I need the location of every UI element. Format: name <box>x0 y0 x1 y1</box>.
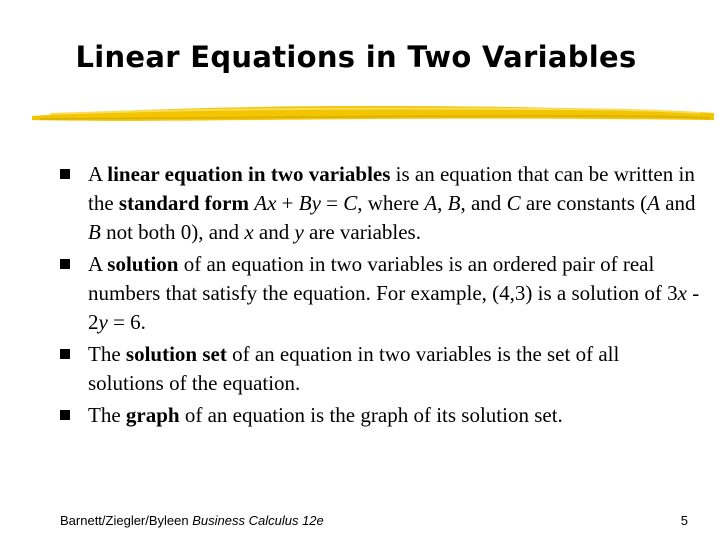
math-variable: B <box>298 191 312 215</box>
bullet-text: A <box>88 162 108 186</box>
bullet-text: of an equation is the graph of its solution set. <box>179 403 563 427</box>
bullet-text: are variables. <box>303 220 421 244</box>
footer-authors: Barnett/Ziegler/Byleen <box>60 513 189 528</box>
math-variable: x <box>267 191 277 215</box>
bullet-text: The <box>88 342 126 366</box>
bullet-text: of an equation in two variables is the set of all solutions of the equation. <box>88 342 620 395</box>
math-variable: y <box>311 191 321 215</box>
math-variable: A <box>647 191 660 215</box>
bold-term: graph <box>125 403 180 427</box>
bullet-text: , <box>437 191 448 215</box>
square-bullet-icon <box>60 259 70 269</box>
math-variable: C <box>343 191 358 215</box>
bullet-text: not both 0), and <box>100 220 245 244</box>
bullet-item-linear-equation <box>60 160 700 247</box>
bullet-item-solution-set <box>60 340 700 398</box>
square-bullet-icon <box>60 169 70 179</box>
bullet-text: - 2 <box>88 281 700 334</box>
bold-term: solution set <box>125 342 227 366</box>
bold-term: solution <box>107 252 179 276</box>
math-variable: x <box>244 220 254 244</box>
bullet-text: The <box>88 403 126 427</box>
page-number: 5 <box>680 513 688 528</box>
square-bullet-icon <box>60 349 70 359</box>
bold-term: standard form <box>118 191 249 215</box>
bold-term: linear equation in two variables <box>107 162 391 186</box>
square-bullet-icon <box>60 410 70 420</box>
bullet-text: are constants ( <box>520 191 648 215</box>
slide-title: Linear Equations in Two Variables <box>75 40 637 74</box>
math-variable: B <box>88 220 101 244</box>
math-variable: A <box>424 191 438 215</box>
math-variable: y <box>98 310 108 334</box>
footer-book-title: Business Calculus 12e <box>192 513 324 528</box>
math-variable: B <box>447 191 461 215</box>
math-operator: + <box>276 191 299 215</box>
bullet-text: , where <box>357 191 425 215</box>
bullet-text: and <box>659 191 696 215</box>
bullet-list <box>60 160 700 433</box>
bullet-text: A <box>88 252 108 276</box>
bullet-text: and <box>253 220 295 244</box>
bullet-item-solution <box>60 250 700 337</box>
bullet-text: , and <box>460 191 507 215</box>
math-variable: x <box>677 281 687 305</box>
bullet-text: of an equation in two variables is an ordered pair of real numbers that satisfy the equation. For example, (4,3) is a solution of 3 <box>88 252 678 305</box>
math-operator: = <box>320 191 344 215</box>
bullet-text: is an equation that can be written in the <box>88 162 695 215</box>
bullet-text: = 6. <box>107 310 146 334</box>
footer-citation <box>60 513 324 528</box>
math-variable: A <box>254 191 268 215</box>
bullet-item-graph <box>60 401 700 430</box>
title-underline-stroke <box>30 100 716 130</box>
math-variable: y <box>294 220 304 244</box>
math-variable: C <box>506 191 521 215</box>
